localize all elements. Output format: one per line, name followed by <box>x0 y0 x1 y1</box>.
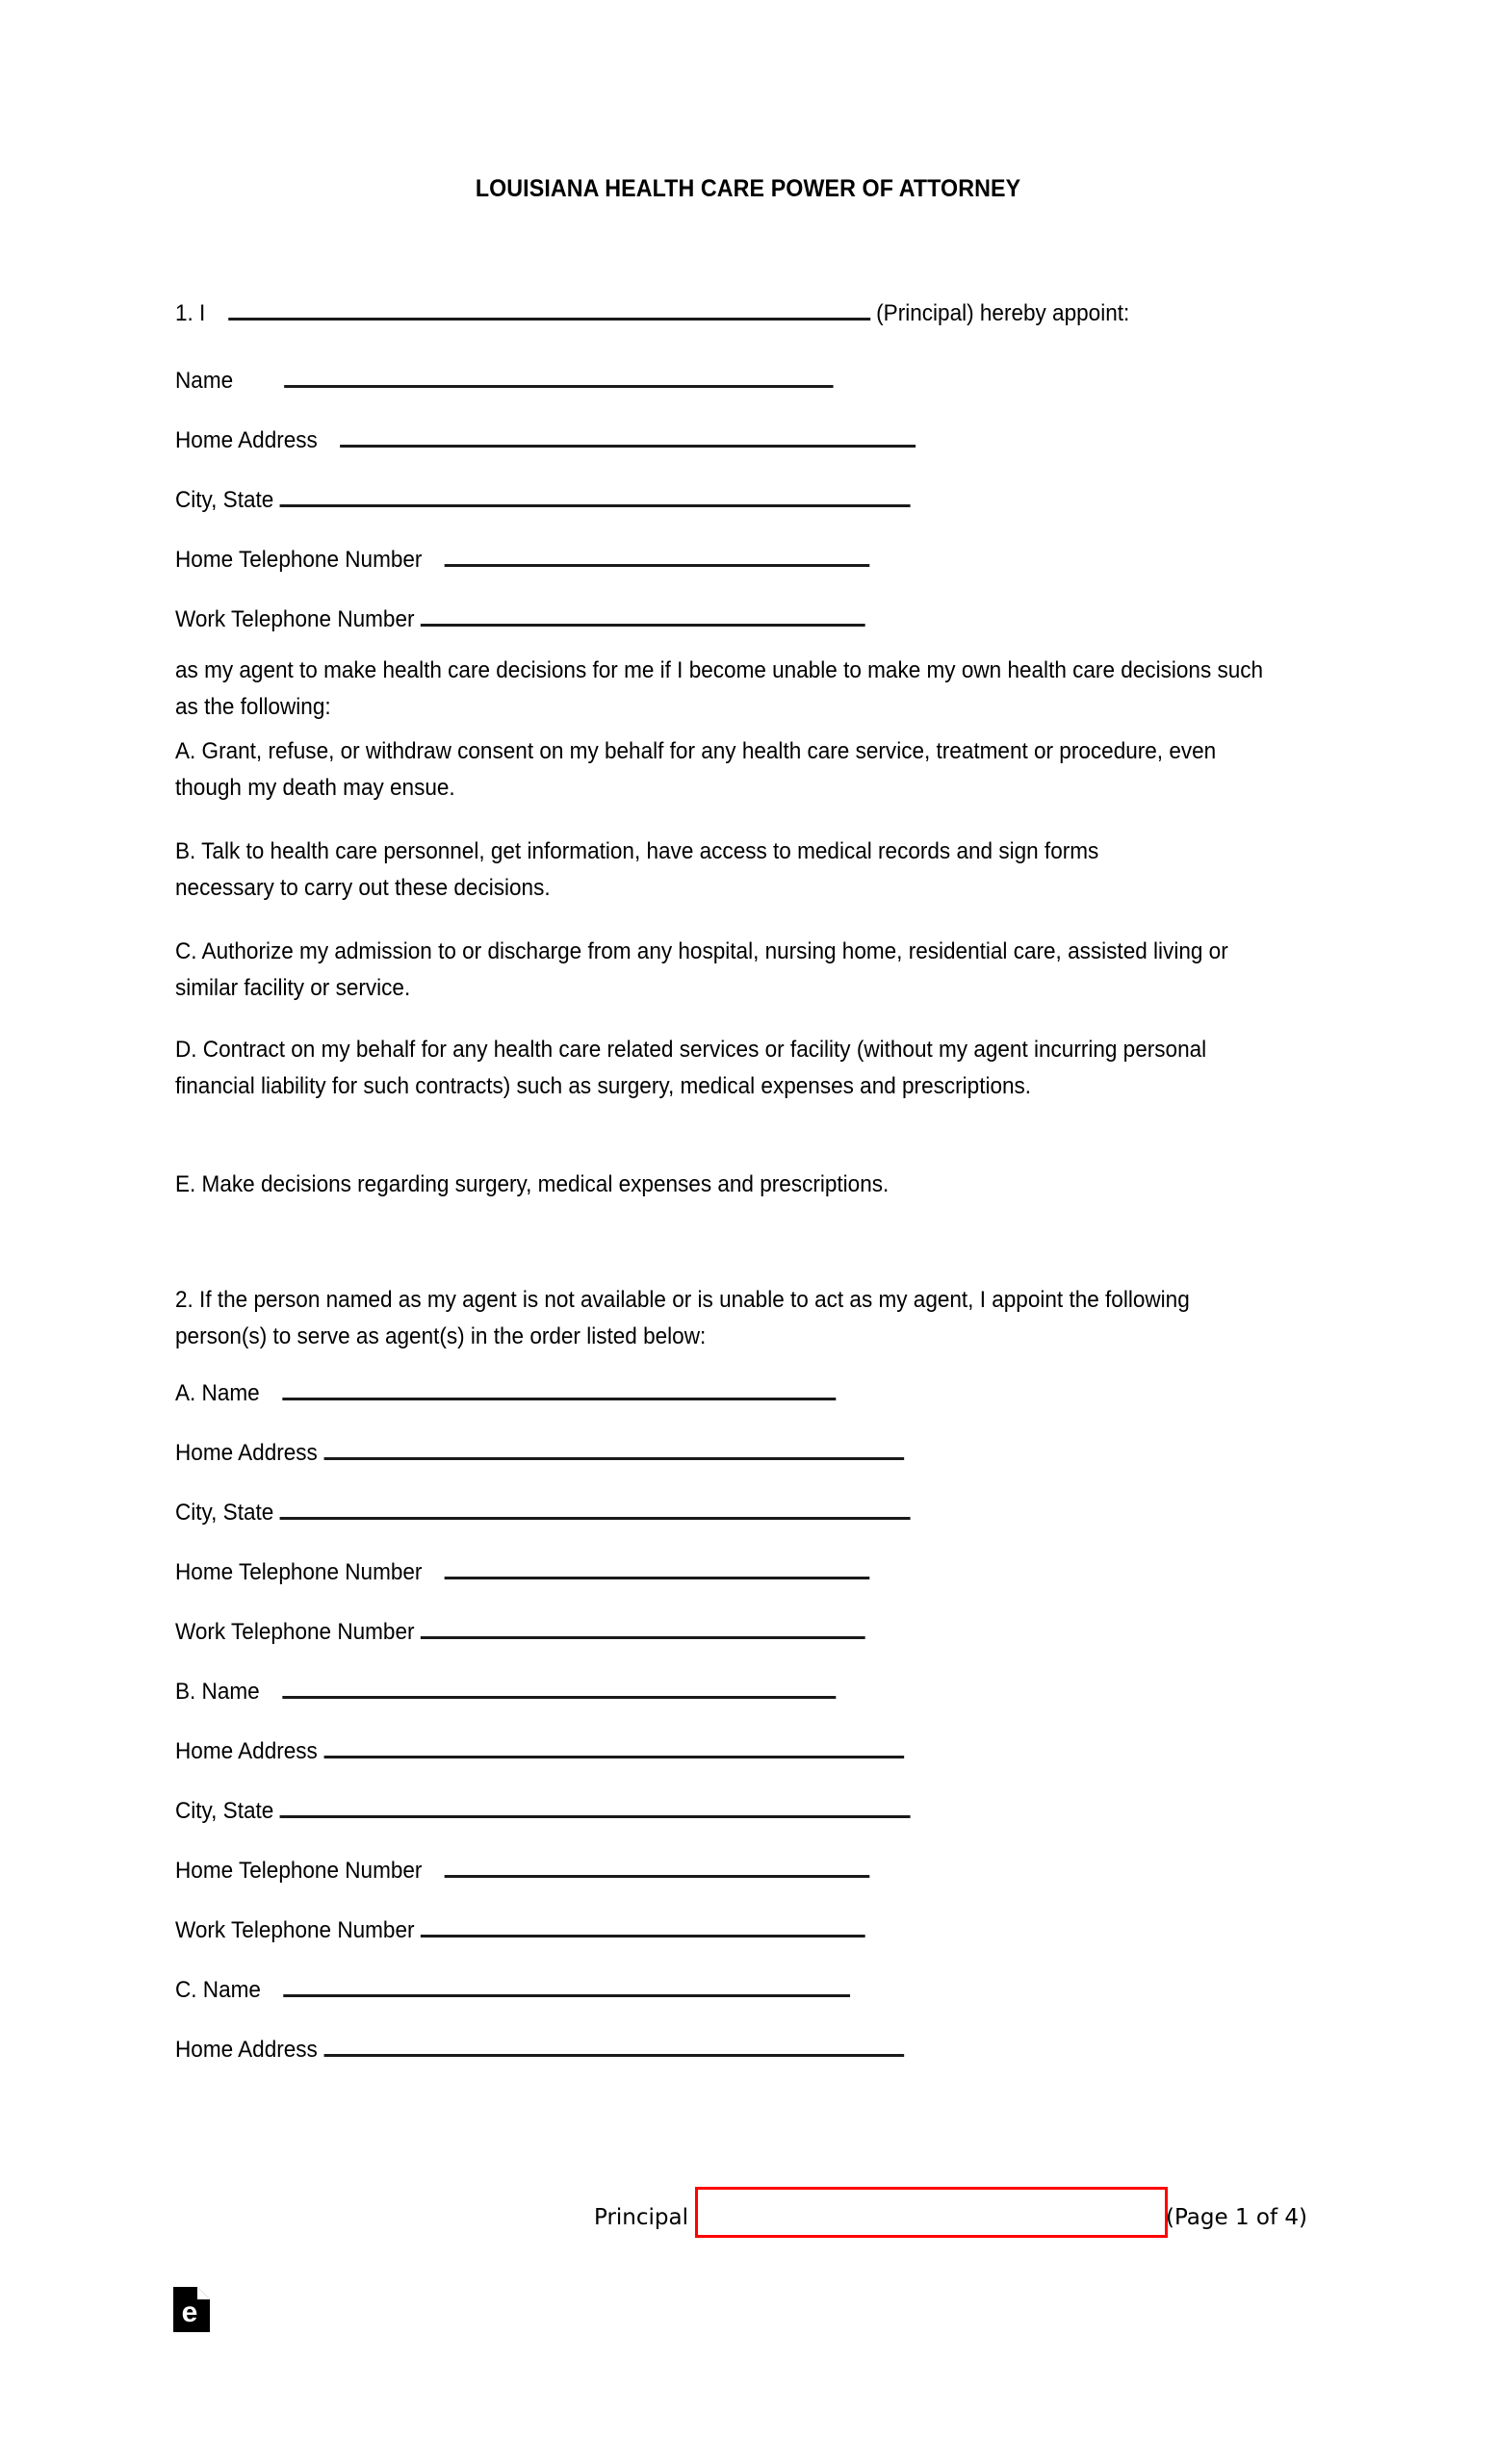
field-label: Home Address <box>175 427 318 453</box>
page-title: LOUISIANA HEALTH CARE POWER OF ATTORNEY <box>475 175 1021 202</box>
principal-signature-label: Principal <box>594 2205 689 2230</box>
agent-a-home-telephone-input[interactable] <box>445 1555 870 1579</box>
power-item-a: A. Grant, refuse, or withdraw consent on my behalf for any health care service, treatment or procedure, even though my death may ensue. <box>175 738 1223 801</box>
field-label: B. Name <box>175 1679 260 1705</box>
field-agent-c-name <box>175 1973 850 2005</box>
principal-work-telephone-input[interactable] <box>421 603 865 627</box>
agent-a-home-address-input[interactable] <box>323 1436 904 1460</box>
page-indicator: (Page 1 of 4) <box>1166 2205 1307 2230</box>
principal-declaration-input[interactable] <box>228 296 870 321</box>
svg-text:e: e <box>181 2297 198 2328</box>
field-agent-a-city-state <box>175 1496 911 1527</box>
field-principal-home-telephone <box>175 543 870 575</box>
field-label: A. Name <box>175 1380 260 1406</box>
principal-signature-field[interactable] <box>695 2187 1168 2238</box>
agent-b-home-telephone-input[interactable] <box>445 1854 870 1878</box>
field-agent-a-name <box>175 1376 836 1408</box>
agent-a-name-input[interactable] <box>282 1376 836 1400</box>
agent-b-work-telephone-input[interactable] <box>421 1913 865 1938</box>
principal-home-telephone-input[interactable] <box>445 543 870 567</box>
declaration-prefix: 1. I <box>175 300 206 326</box>
field-agent-b-home-address <box>175 1734 904 1766</box>
field-label: Home Telephone Number <box>175 1559 423 1585</box>
field-label: Work Telephone Number <box>175 1917 415 1943</box>
declaration-suffix: (Principal) hereby appoint: <box>876 300 1130 326</box>
field-principal-name <box>175 364 834 396</box>
field-label: Home Telephone Number <box>175 547 423 573</box>
field-label: C. Name <box>175 1977 261 2003</box>
power-item-d: D. Contract on my behalf for any health care related services or facility (without my agent incurring personal financial liability for such contracts) such as surgery, medical expenses and prescriptions. <box>175 1037 1213 1099</box>
principal-city-state-input[interactable] <box>280 483 911 507</box>
field-label: Home Address <box>175 2037 318 2063</box>
agent-c-name-input[interactable] <box>284 1973 851 1997</box>
field-agent-a-home-address <box>175 1436 904 1468</box>
field-label: Home Address <box>175 1440 318 1466</box>
agent-authority-intro: as my agent to make health care decisions for me if I become unable to make my own health care decisions such as the following: <box>175 657 1270 720</box>
esign-document-logo <box>173 2287 210 2332</box>
field-label: Work Telephone Number <box>175 606 415 632</box>
field-label: Name <box>175 368 234 394</box>
agent-c-home-address-input[interactable] <box>323 2033 904 2057</box>
power-item-e: E. Make decisions regarding surgery, medical expenses and prescriptions. <box>175 1171 890 1197</box>
field-agent-a-home-telephone <box>175 1555 870 1587</box>
field-agent-b-city-state <box>175 1794 911 1826</box>
agent-a-city-state-input[interactable] <box>280 1496 911 1520</box>
field-agent-c-home-address <box>175 2033 904 2065</box>
agent-b-home-address-input[interactable] <box>323 1734 904 1758</box>
field-principal-work-telephone <box>175 603 865 634</box>
field-agent-a-work-telephone <box>175 1615 865 1647</box>
principal-home-address-input[interactable] <box>340 424 916 448</box>
field-agent-b-home-telephone <box>175 1854 870 1886</box>
agent-b-name-input[interactable] <box>282 1675 836 1699</box>
field-principal-city-state <box>175 483 911 515</box>
field-label: City, State <box>175 1798 274 1824</box>
principal-declaration-row <box>175 296 1129 328</box>
agent-a-work-telephone-input[interactable] <box>421 1615 865 1639</box>
field-agent-b-name <box>175 1675 836 1707</box>
field-principal-home-address <box>175 424 916 455</box>
field-label: Home Telephone Number <box>175 1858 423 1884</box>
field-label: Home Address <box>175 1738 318 1764</box>
field-label: Work Telephone Number <box>175 1619 415 1645</box>
field-agent-b-work-telephone <box>175 1913 865 1945</box>
agent-b-city-state-input[interactable] <box>280 1794 911 1818</box>
successor-agents-intro: 2. If the person named as my agent is not available or is unable to act as my agent, I appoint the following person(s) to serve as agent(s) in the order listed below: <box>175 1287 1197 1349</box>
field-label: City, State <box>175 487 274 513</box>
power-item-c: C. Authorize my admission to or discharge from any hospital, nursing home, residential care, assisted living or similar facility or service. <box>175 938 1234 1001</box>
field-label: City, State <box>175 1500 274 1526</box>
principal-name-input[interactable] <box>284 364 833 388</box>
power-item-b: B. Talk to health care personnel, get information, have access to medical records and sign forms necessary to carry out these decisions. <box>175 838 1105 901</box>
